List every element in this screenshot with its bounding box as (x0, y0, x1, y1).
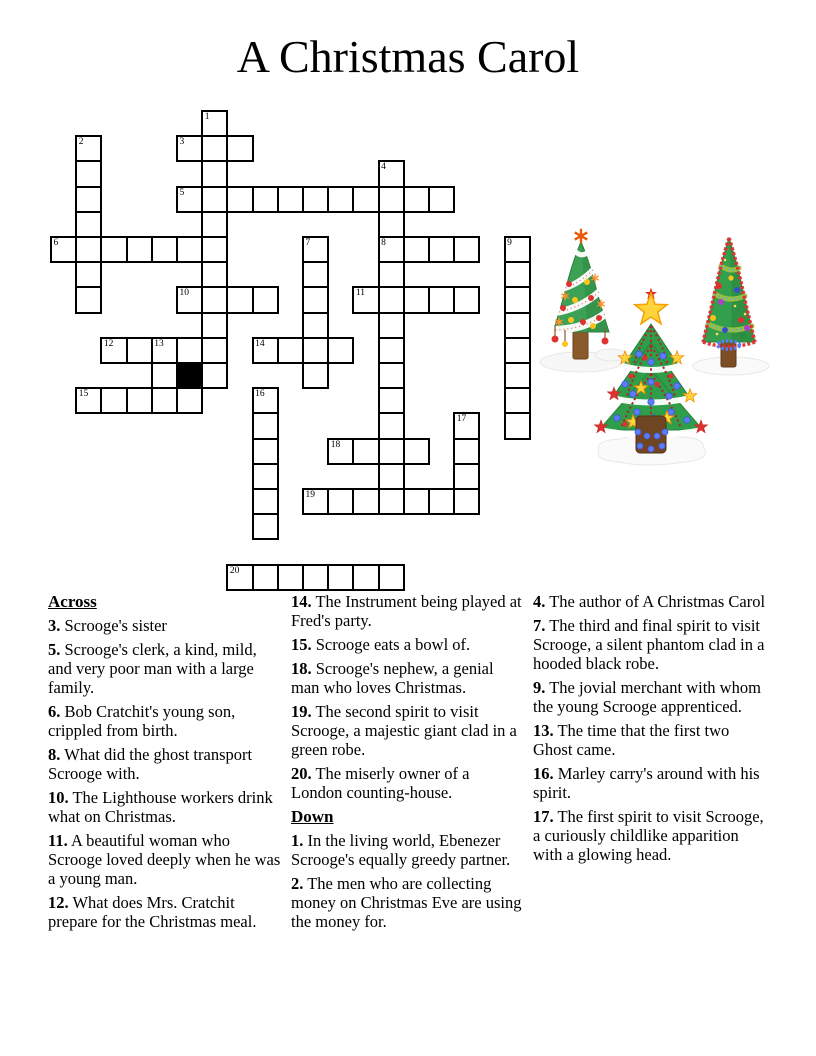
cell-number: 3 (179, 137, 185, 148)
christmas-tree-right (693, 238, 769, 375)
grid-cell (201, 110, 228, 137)
clue-down-7 (533, 616, 766, 673)
clue-text: The first spirit to visit Scrooge, a curiously childlike apparition with a glowing head. (533, 807, 764, 864)
clue-across-18 (291, 659, 524, 697)
grid-cell (302, 236, 329, 263)
grid-cell (352, 564, 379, 591)
clue-column-2 (291, 592, 524, 936)
clue-across-6 (48, 702, 281, 740)
grid-cell (151, 362, 178, 389)
grid-cell (252, 564, 279, 591)
grid-cell (378, 463, 405, 490)
grid-cell (403, 286, 430, 313)
grid-cell (252, 463, 279, 490)
grid-cell (201, 186, 228, 213)
grid-cell (252, 186, 279, 213)
cell-number: 17 (456, 414, 467, 425)
christmas-trees-image (535, 226, 777, 472)
clue-number: 9. (533, 678, 546, 697)
grid-cell (378, 387, 405, 414)
grid-cell (327, 438, 354, 465)
grid-cell (277, 564, 304, 591)
puzzle-title: A Christmas Carol (236, 31, 580, 82)
grid-cell (75, 211, 102, 238)
grid-cell (504, 261, 531, 288)
grid-cell (504, 312, 531, 339)
grid-cell (378, 286, 405, 313)
clue-text: A beautiful woman who Scrooge loved deeply when he was a young man. (48, 831, 281, 888)
grid-cell (201, 312, 228, 339)
grid-cell (226, 135, 253, 162)
clue-number: 20. (291, 764, 312, 783)
grid-cell (126, 387, 153, 414)
clue-text: The time that the first two Ghost came. (533, 721, 730, 759)
grid-cell (252, 387, 279, 414)
grid-cell (151, 337, 178, 364)
clue-number: 18. (291, 659, 312, 678)
clue-number: 12. (48, 893, 69, 912)
cell-number: 13 (154, 338, 164, 349)
grid-cell (252, 438, 279, 465)
grid-cell (302, 261, 329, 288)
clue-across-19 (291, 702, 524, 759)
cell-number: 2 (78, 137, 84, 148)
grid-cell (403, 186, 430, 213)
clue-text: The second spirit to visit Scrooge, a majestic giant clad in a green robe. (291, 702, 517, 759)
grid-cell (302, 186, 329, 213)
clue-text: Scrooge's nephew, a genial man who loves Christmas. (291, 659, 494, 697)
grid-cell (302, 286, 329, 313)
cell-number: 15 (78, 389, 89, 400)
grid-cell (75, 236, 102, 263)
grid-cell (75, 186, 102, 213)
grid-cell (176, 387, 203, 414)
clue-number: 15. (291, 635, 312, 654)
cell-number: 12 (103, 338, 114, 349)
clue-number: 13. (533, 721, 554, 740)
grid-cell (403, 488, 430, 515)
clue-down-16 (533, 764, 766, 802)
grid-cell (201, 135, 228, 162)
grid-cell (327, 564, 354, 591)
grid-cell (252, 412, 279, 439)
clue-text: What did the ghost transport Scrooge with. (48, 745, 253, 783)
grid-cell-black (176, 362, 203, 389)
christmas-tree-middle (595, 289, 708, 465)
clue-across-8 (48, 745, 281, 783)
clue-text: Scrooge eats a bowl of. (315, 635, 471, 654)
grid-cell (352, 438, 379, 465)
grid-cell (252, 337, 279, 364)
christmas-tree-left (540, 229, 627, 372)
grid-cell (327, 186, 354, 213)
cell-number: 20 (229, 565, 240, 576)
grid-cell (226, 564, 253, 591)
clue-column-3 (533, 592, 766, 869)
grid-cell (176, 286, 203, 313)
grid-cell (176, 337, 203, 364)
grid-cell (126, 337, 153, 364)
clue-across-3 (48, 616, 281, 635)
cell-number: 10 (179, 288, 189, 299)
grid-cell (327, 488, 354, 515)
clue-number: 17. (533, 807, 554, 826)
clue-number: 14. (291, 592, 312, 611)
clue-text: The Instrument being played at Fred's party. (291, 592, 522, 630)
grid-cell (453, 488, 480, 515)
grid-cell (378, 362, 405, 389)
grid-cell (378, 412, 405, 439)
grid-cell (176, 135, 203, 162)
down-header: Down (291, 807, 334, 826)
grid-cell (302, 488, 329, 515)
clue-down-13 (533, 721, 766, 759)
grid-cell (201, 337, 228, 364)
clue-text: What does Mrs. Cratchit prepare for the Christmas meal. (48, 893, 257, 931)
grid-cell (327, 337, 354, 364)
grid-cell (75, 286, 102, 313)
grid-cell (352, 286, 379, 313)
grid-cell (50, 236, 77, 263)
clue-number: 7. (533, 616, 546, 635)
clue-text: In the living world, Ebenezer Scrooge's equally greedy partner. (291, 831, 511, 869)
grid-cell (75, 135, 102, 162)
clue-number: 11. (48, 831, 68, 850)
clue-across-12 (48, 893, 281, 931)
cell-number: 5 (179, 187, 185, 198)
clue-across-5 (48, 640, 281, 697)
clue-text: Marley carry's around with his spirit. (533, 764, 760, 802)
cell-number: 6 (53, 238, 59, 248)
grid-cell (453, 286, 480, 313)
grid-cell (504, 337, 531, 364)
cell-number: 8 (381, 238, 386, 248)
grid-cell (75, 387, 102, 414)
grid-cell (378, 488, 405, 515)
grid-cell (428, 488, 455, 515)
cell-number: 19 (305, 490, 315, 500)
grid-cell (504, 387, 531, 414)
grid-cell (378, 312, 405, 339)
clue-number: 16. (533, 764, 554, 783)
grid-cell (176, 236, 203, 263)
grid-cell (378, 186, 405, 213)
grid-cell (201, 160, 228, 187)
clue-down-17 (533, 807, 766, 864)
grid-cell (378, 337, 405, 364)
clue-text: The author of A Christmas Carol (549, 592, 766, 611)
clue-number: 5. (48, 640, 61, 659)
grid-cell (302, 362, 329, 389)
grid-cell (226, 286, 253, 313)
grid-cell (201, 362, 228, 389)
clue-text: Scrooge's clerk, a kind, mild, and very poor man with a large family. (48, 640, 257, 697)
grid-cell (252, 513, 279, 540)
grid-cell (302, 564, 329, 591)
clue-text: The miserly owner of a London counting-house. (291, 764, 470, 802)
cell-number: 7 (305, 238, 311, 248)
grid-cell (201, 286, 228, 313)
grid-cell (201, 236, 228, 263)
grid-cell (428, 186, 455, 213)
clue-number: 10. (48, 788, 69, 807)
grid-cell (75, 261, 102, 288)
clue-across-14 (291, 592, 524, 630)
cell-number: 14 (255, 338, 265, 349)
cell-number: 4 (381, 162, 386, 173)
grid-cell (252, 488, 279, 515)
grid-cell (277, 186, 304, 213)
cell-number: 16 (255, 389, 265, 400)
grid-cell (504, 412, 531, 439)
grid-cell (277, 337, 304, 364)
clue-number: 4. (533, 592, 546, 611)
clue-text: Scrooge's sister (64, 616, 167, 635)
clue-text: The jovial merchant with whom the young Scrooge apprenticed. (533, 678, 761, 716)
grid-cell (453, 438, 480, 465)
clue-down-2 (291, 874, 524, 931)
grid-cell (453, 236, 480, 263)
cell-number: 11 (355, 288, 366, 299)
across-header: Across (48, 592, 97, 611)
clue-text: The men who are collecting money on Christmas Eve are using the money for. (291, 874, 522, 931)
grid-cell (378, 261, 405, 288)
cell-number: 18 (330, 439, 341, 450)
grid-cell (378, 236, 405, 263)
clue-number: 6. (48, 702, 61, 721)
grid-cell (100, 337, 127, 364)
grid-cell (378, 160, 405, 187)
clue-across-10 (48, 788, 281, 826)
grid-cell (176, 186, 203, 213)
grid-cell (453, 463, 480, 490)
grid-cell (504, 286, 531, 313)
grid-cell (151, 236, 178, 263)
clue-number: 2. (291, 874, 304, 893)
clue-down-1 (291, 831, 524, 869)
grid-cell (100, 236, 127, 263)
grid-cell (378, 211, 405, 238)
grid-cell (453, 412, 480, 439)
cell-number: 9 (507, 238, 512, 248)
clue-across-20 (291, 764, 524, 802)
grid-cell (428, 286, 455, 313)
grid-cell (302, 337, 329, 364)
grid-cell (100, 387, 127, 414)
grid-cell (75, 160, 102, 187)
clue-number: 19. (291, 702, 312, 721)
clue-number: 1. (291, 831, 304, 850)
clue-number: 3. (48, 616, 61, 635)
grid-cell (504, 362, 531, 389)
grid-cell (352, 186, 379, 213)
grid-cell (201, 261, 228, 288)
grid-cell (403, 438, 430, 465)
clue-across-11 (48, 831, 281, 888)
clue-down-4 (533, 592, 766, 611)
grid-cell (201, 211, 228, 238)
grid-cell (302, 312, 329, 339)
clue-number: 8. (48, 745, 61, 764)
grid-cell (428, 236, 455, 263)
clue-text: The Lighthouse workers drink what on Christmas. (48, 788, 273, 826)
clue-down-9 (533, 678, 766, 716)
grid-cell (352, 488, 379, 515)
grid-cell (378, 438, 405, 465)
grid-cell (126, 236, 153, 263)
clue-text: Bob Cratchit's young son, crippled from birth. (48, 702, 236, 740)
clue-across-15 (291, 635, 524, 654)
grid-cell (151, 387, 178, 414)
grid-cell (504, 236, 531, 263)
grid-cell (378, 564, 405, 591)
grid-cell (226, 186, 253, 213)
cell-number: 1 (204, 112, 210, 122)
clue-text: The third and final spirit to visit Scrooge, a silent phantom clad in a hooded black robe. (533, 616, 765, 673)
grid-cell (252, 286, 279, 313)
grid-cell (403, 236, 430, 263)
clue-column-1 (48, 592, 281, 936)
